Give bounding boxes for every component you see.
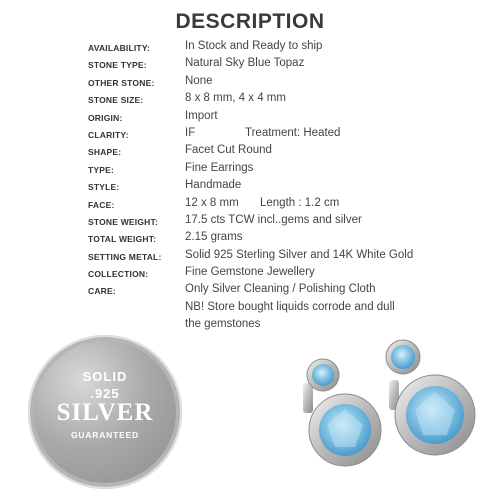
page-title: DESCRIPTION [175, 10, 325, 33]
spec-value: NB! Store bought liquids corrode and dull [185, 300, 395, 313]
spec-label: COLLECTION: [88, 269, 149, 280]
spec-value: 12 x 8 mm [185, 196, 239, 209]
badge-line-guaranteed: GUARANTEED [71, 430, 139, 440]
spec-row-type [88, 162, 488, 179]
spec-row-availability [88, 40, 488, 57]
spec-label: STONE TYPE: [88, 60, 147, 71]
spec-label: AVAILABILITY: [88, 43, 151, 53]
spec-row-collection [88, 266, 488, 283]
spec-label: ORIGIN: [88, 112, 123, 123]
spec-list [88, 40, 488, 336]
spec-row-care [88, 283, 488, 300]
spec-label: TOTAL WEIGHT: [88, 234, 157, 245]
spec-value: Handmade [185, 179, 242, 192]
spec-value: Only Silver Cleaning / Polishing Cloth [185, 283, 376, 296]
badge-line-solid: SOLID [82, 369, 128, 384]
spec-row-other-stone [88, 75, 488, 92]
earrings-product-image [285, 335, 485, 480]
spec-row-shape [88, 144, 488, 161]
spec-value: Natural Sky Blue Topaz [185, 57, 305, 70]
spec-value: Facet Cut Round [185, 144, 272, 157]
spec-row-setting-metal [88, 249, 488, 266]
badge-line-silver: SILVER [56, 399, 154, 426]
spec-value: Fine Earrings [185, 161, 254, 174]
left-earring [303, 359, 381, 466]
spec-label: CLARITY: [88, 129, 129, 140]
spec-value: 2.15 grams [185, 231, 243, 244]
solid-silver-badge [28, 335, 182, 489]
spec-row-total-weight [88, 231, 488, 248]
spec-value: Import [185, 109, 218, 122]
badge-line-925: .925 [90, 386, 120, 401]
spec-value: 8 x 8 mm, 4 x 4 mm [185, 92, 286, 105]
spec-row-care-note-1 [88, 301, 488, 318]
spec-value: 17.5 cts TCW incl..gems and silver [185, 213, 362, 226]
spec-row-face [88, 197, 488, 214]
spec-value: In Stock and Ready to ship [185, 40, 323, 52]
spec-row-clarity [88, 127, 488, 144]
spec-value: the gemstones [185, 318, 261, 331]
spec-label: SETTING METAL: [88, 251, 162, 262]
spec-extra: Length : 1.2 cm [260, 196, 340, 209]
spec-label: TYPE: [88, 164, 115, 175]
spec-label: STYLE: [88, 182, 120, 193]
spec-label: OTHER STONE: [88, 77, 155, 88]
spec-value: None [185, 74, 213, 87]
spec-row-stone-weight [88, 214, 488, 231]
spec-label: SHAPE: [88, 147, 122, 158]
spec-label: CARE: [88, 286, 116, 297]
spec-label: FACE: [88, 199, 115, 210]
spec-label: STONE SIZE: [88, 95, 144, 106]
spec-row-stone-type [88, 57, 488, 74]
spec-value: Fine Gemstone Jewellery [185, 266, 315, 279]
spec-extra: Treatment: Heated [245, 126, 341, 139]
spec-row-care-note-2 [88, 318, 488, 335]
spec-value: IF [185, 126, 196, 139]
spec-row-style [88, 179, 488, 196]
spec-value: Solid 925 Sterling Silver and 14K White Gold [185, 248, 414, 261]
spec-row-origin [88, 110, 488, 127]
spec-row-stone-size [88, 92, 488, 109]
right-earring [386, 340, 475, 455]
spec-label: STONE WEIGHT: [88, 216, 158, 227]
